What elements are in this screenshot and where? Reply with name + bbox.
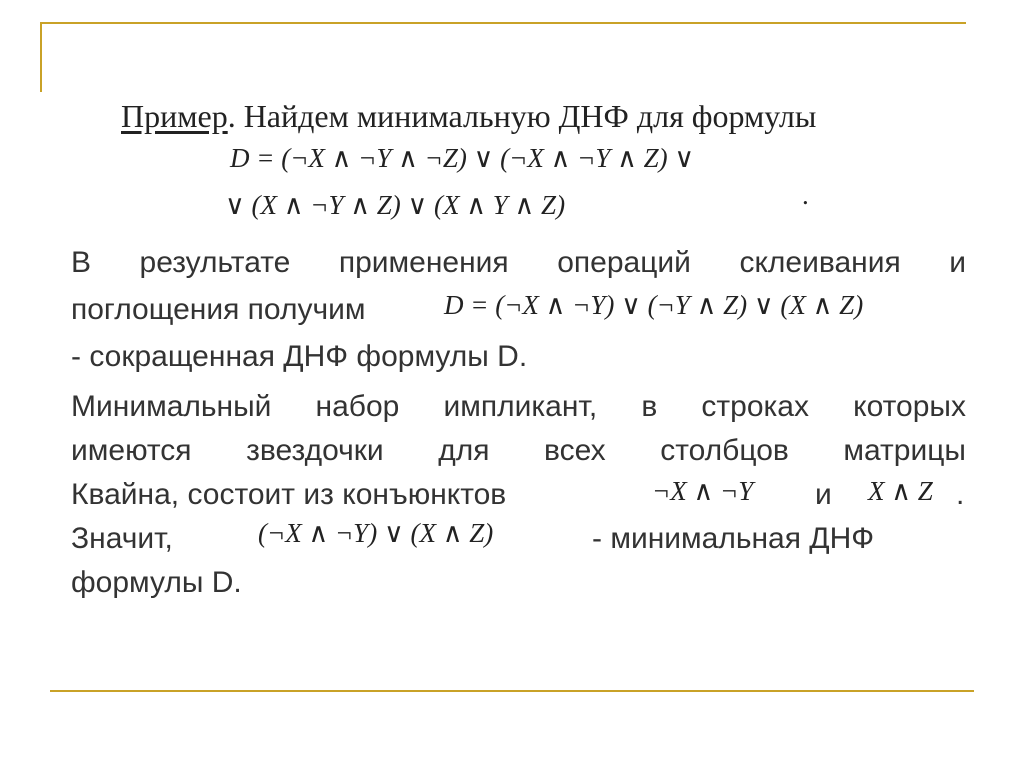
conjunct-1-text: ¬X ∧ ¬Y [652,476,754,506]
word: результате [139,246,291,279]
formula-d-line1-text: D = (¬X ∧ ¬Y ∧ ¬Z) ∨ (¬X ∧ ¬Y ∧ Z) ∨ [230,143,695,173]
formula-d-dot: . [802,180,809,210]
example-title [121,98,816,135]
formula-d-line2 [225,190,565,221]
left-rule [40,22,42,92]
word: столбцов [660,434,789,467]
word: для [438,434,490,467]
example-label: Пример [121,98,228,134]
para1-line2-text: поглощения получим [71,293,366,326]
para2-line4-text: Значит, [71,522,173,555]
para2-line5: формулы D. [71,566,242,599]
top-rule [40,22,966,24]
short-dnf-formula [444,290,863,321]
para2-line3-text: Квайна, состоит из конъюнктов [71,478,507,511]
word: склеивания [739,246,901,279]
para2-line1 [71,390,966,424]
bottom-rule [50,690,974,692]
word: операций [557,246,691,279]
period: . [956,478,965,511]
para2-line4-tail: - минимальная ДНФ [592,522,875,555]
conjunct-2-text: X ∧ Z [868,476,933,506]
formula-d-line2-text: ∨ (X ∧ ¬Y ∧ Z) ∨ (X ∧ Y ∧ Z) [225,190,566,220]
word: имеются [71,434,192,467]
word: звездочки [246,434,384,467]
word: всех [544,434,606,467]
minimal-dnf-formula [258,518,493,549]
para1-line1 [71,246,966,280]
word: импликант, [443,390,598,423]
word: в [641,390,658,423]
word: строках [701,390,809,423]
minimal-dnf-formula-text: (¬X ∧ ¬Y) ∨ (X ∧ Z) [258,518,494,548]
and-word: и [815,478,832,511]
word: Минимальный [71,390,272,423]
example-title-rest: . Найдем минимальную ДНФ для формулы [227,98,817,134]
word: которых [853,390,966,423]
word: матрицы [843,434,966,467]
para1-line3: - сокращенная ДНФ формулы D. [71,340,528,373]
para2-line2 [71,434,966,468]
short-dnf-formula-text: D = (¬X ∧ ¬Y) ∨ (¬Y ∧ Z) ∨ (X ∧ Z) [444,290,864,320]
formula-d-line1 [230,143,694,174]
conjunct-1 [652,476,753,507]
word: применения [338,246,509,279]
word: В [71,246,92,279]
word: и [949,246,966,279]
word: набор [315,390,400,423]
conjunct-2 [868,476,933,507]
